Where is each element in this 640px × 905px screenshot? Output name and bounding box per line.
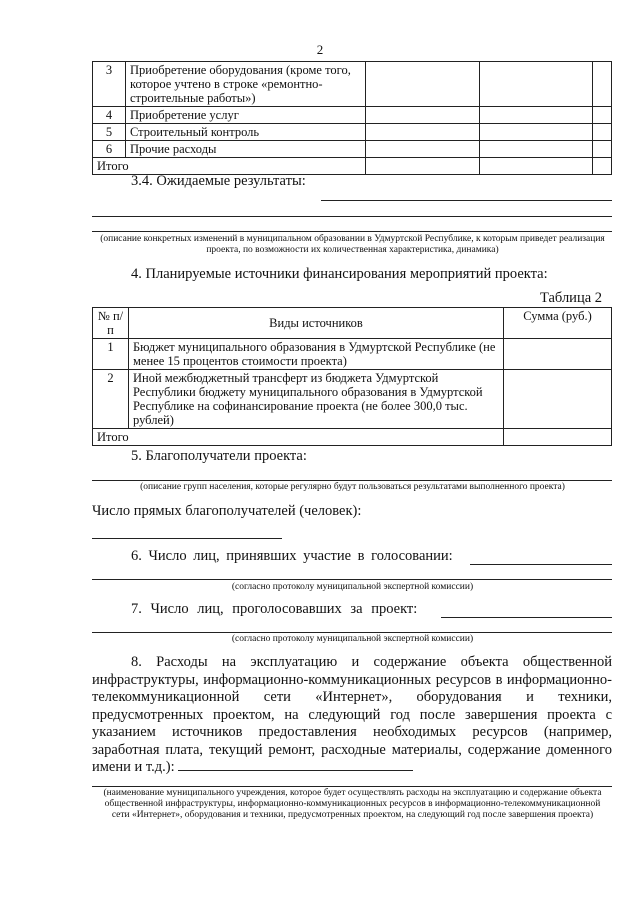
row-text: Строительный контроль (126, 124, 366, 141)
blank-line (470, 564, 612, 565)
header-num: № п/п (93, 308, 129, 339)
table-total-row (93, 158, 612, 175)
blank-line (321, 200, 612, 201)
blank-line (441, 617, 612, 618)
empty-cell (504, 339, 612, 370)
empty-cell (593, 158, 612, 175)
empty-cell (366, 62, 480, 107)
section-8-paragraph: 8. Расходы на эксплуатацию и содержание объекта общественной инфраструктуры, информационно-коммуникационных ресурсов в информационно-телекоммуникационной сети «Интернет», оборудования и техники, предусмотренных проектом, на следующий год после завершения проекта с указанием источников предоставления необходимых ресурсов (например, заработная плата, текущий ремонт, расходные материалы, содержание доменного имени и т.д.): (92, 654, 612, 775)
empty-cell (480, 62, 593, 107)
section-6-note: (согласно протоколу муниципальной экспертной комиссии) (231, 582, 474, 592)
total-label: Итого (93, 429, 504, 446)
blank-line (92, 538, 282, 539)
empty-cell (480, 158, 593, 175)
table-row (93, 339, 612, 370)
blank-line (92, 216, 612, 217)
expenses-table (92, 61, 612, 175)
empty-cell (593, 124, 612, 141)
row-text: Бюджет муниципального образования в Удмуртской Республике (не менее 15 процентов стоимости проекта) (129, 339, 504, 370)
section-3-4-title: 3.4. Ожидаемые результаты: (131, 173, 306, 189)
page-number: 2 (316, 42, 324, 57)
table-header-row (93, 308, 612, 339)
section-5-note: (описание групп населения, которые регулярно будут пользоваться результатами выполненного проекта) (140, 482, 565, 492)
blank-line (178, 769, 413, 771)
empty-cell (593, 107, 612, 124)
section-5-title: 5. Благополучатели проекта: (131, 448, 307, 464)
section-7-note: (согласно протоколу муниципальной экспертной комиссии) (231, 634, 474, 644)
row-text: Иной межбюджетный трансферт из бюджета Удмуртской Республики бюджету муниципального образования в Удмуртской Республике на софинансирование проекта (не более 300,0 тыс. рублей) (129, 370, 504, 429)
row-number: 6 (93, 141, 126, 158)
funding-sources-table (92, 307, 612, 446)
table-total-row (93, 429, 612, 446)
blank-line (92, 480, 612, 481)
table-row (93, 370, 612, 429)
table-2-label: Таблица 2 (540, 290, 603, 306)
empty-cell (366, 124, 480, 141)
row-text: Приобретение оборудования (кроме того, которое учтено в строке «ремонтно-строительные работы») (126, 62, 366, 107)
blank-line (92, 786, 612, 787)
section-8-note: (наименование муниципального учреждения, которое будет осуществлять расходы на эксплуатацию и содержание объекта общественной инфраструктуры, информационно-коммуникационных ресурсов в информационно-телекоммуникационной сети «Интернет», оборудования и техники, предусмотренных проектом, на следующий год после завершения проекта) (103, 788, 602, 820)
row-number: 5 (93, 124, 126, 141)
empty-cell (366, 158, 480, 175)
blank-line (92, 231, 612, 232)
section-3-4-note: (описание конкретных изменений в муниципальном образовании в Удмуртской Республике, к которым приведет реализация проекта, по возможности их количественная характеристика, динамика) (100, 234, 605, 255)
empty-cell (366, 107, 480, 124)
direct-beneficiaries-label: Число прямых благополучателей (человек): (92, 503, 362, 519)
blank-line (92, 579, 612, 580)
row-number: 2 (93, 370, 129, 429)
table-row (93, 62, 612, 107)
empty-cell (480, 107, 593, 124)
empty-cell (593, 62, 612, 107)
row-text: Приобретение услуг (126, 107, 366, 124)
table-row (93, 107, 612, 124)
header-sources: Виды источников (129, 308, 504, 339)
section-7-title: 7. Число лиц, проголосовавших за проект: (131, 601, 418, 617)
section-6-title: 6. Число лиц, принявших участие в голосовании: (131, 548, 453, 564)
total-label: Итого (93, 158, 366, 175)
row-number: 3 (93, 62, 126, 107)
row-number: 1 (93, 339, 129, 370)
empty-cell (593, 141, 612, 158)
table-row (93, 124, 612, 141)
empty-cell (480, 141, 593, 158)
blank-line (92, 632, 612, 633)
empty-cell (504, 429, 612, 446)
empty-cell (366, 141, 480, 158)
empty-cell (504, 370, 612, 429)
empty-cell (480, 124, 593, 141)
row-number: 4 (93, 107, 126, 124)
section-8-text (92, 654, 612, 777)
table-row (93, 141, 612, 158)
header-sum: Сумма (руб.) (504, 308, 612, 339)
row-text: Прочие расходы (126, 141, 366, 158)
section-4-title: 4. Планируемые источники финансирования мероприятий проекта: (131, 266, 548, 282)
